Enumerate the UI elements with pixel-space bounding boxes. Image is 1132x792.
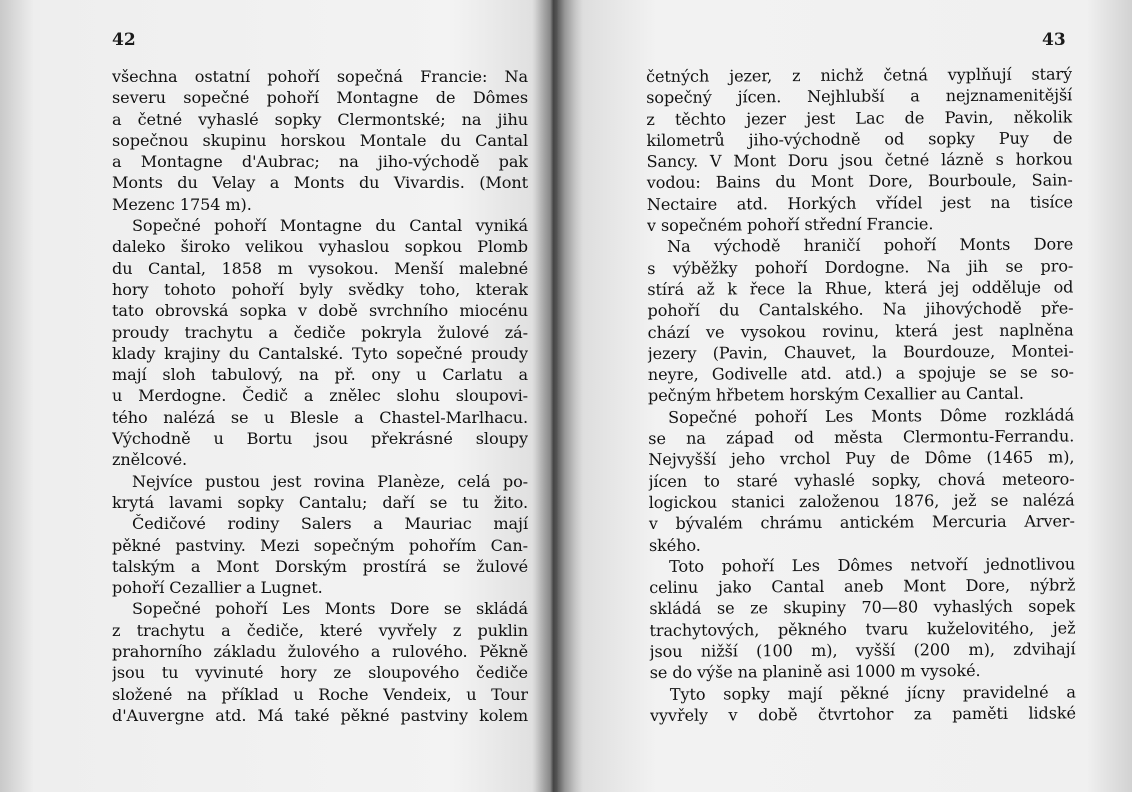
text-line: v bývalém chrámu antickém Mercuria Arver-	[648, 511, 1075, 534]
text-line: Sopečné pohoří Les Monts Dore se skládá	[132, 599, 528, 619]
left-page-text	[112, 66, 528, 726]
text-line: Čedičové rodiny Salers a Mauriac mají	[132, 514, 528, 534]
text-line: se do výše na planině asi 1000 m vysoké.	[649, 661, 981, 683]
text-line: Monts du Velay a Monts du Vivardis. (Mont	[112, 173, 528, 193]
text-line: du Cantal, 1858 m vysokou. Menší malebné	[112, 258, 528, 278]
text-line: chází ve vysokou rovinu, která jest naplněna	[647, 319, 1074, 342]
text-line: trachytových, pěkného tvaru kuželovitého, jež	[649, 618, 1076, 640]
page-number-left: 42	[112, 30, 136, 50]
text-line: prahorního základu žulového a rulového. Pěkně	[112, 642, 528, 662]
text-line: Východně u Bortu jsou překrásné sloupy	[112, 429, 528, 449]
text-line: jsou tu vyvinuté hory ze sloupového čediče	[112, 663, 528, 683]
text-line: Sopečné pohoří Montagne du Cantal vyniká	[132, 216, 528, 236]
text-line: sopečný jícen. Nejhlubší a nejznamenitější	[646, 85, 1073, 108]
text-line: hory tohoto pohoří byly svědky toho, kterak	[112, 279, 528, 299]
text-line: s výběžky pohoří Dordogne. Na jih se pro-	[647, 256, 1074, 278]
text-line: logickou stanici založenou 1876, jež se nalézá	[648, 490, 1075, 512]
text-line: tého nalézá se u Blesle a Chastel-Marlhacu.	[112, 407, 528, 427]
text-line: proudy trachytu a čediče pokryla žulové zá-	[112, 322, 528, 342]
left-page	[0, 0, 555, 792]
text-line: z trachytu a čediče, které vyvřely z puklin	[112, 620, 528, 640]
text-line: neyre, Godivelle atd. atd.) a spojuje se se so-	[647, 362, 1074, 385]
right-page	[560, 0, 1132, 792]
text-line: jsou nižší (100 m), vyšší (200 m), zdvihají	[649, 639, 1076, 662]
text-line: všechna ostatní pohoří sopečná Francie: Na	[112, 67, 528, 86]
text-line: pěkné pastviny. Mezi sopečným pohořím Can-	[112, 535, 528, 555]
text-line: složené na příklad u Roche Vendeix, u Tour	[112, 684, 528, 704]
text-line: krytá lavami sopky Cantalu; daří se tu žito.	[112, 492, 528, 512]
text-line: jezery (Pavin, Chauvet, la Bourdouze, Montei-	[647, 341, 1074, 363]
text-line: se na západ od města Clermontu-Ferrandu.	[648, 426, 1075, 449]
text-line: daleko široko velikou vyhaslou sopkou Plomb	[112, 237, 528, 257]
text-line: a četné vyhaslé sopky Clermontské; na jihu	[112, 109, 528, 129]
text-line: znělcové.	[112, 450, 188, 470]
text-line: Toto pohoří Les Dômes netvoří jednotlivou	[668, 554, 1076, 576]
page-number-right: 43	[1042, 30, 1066, 50]
text-line: z těchto jezer jest Lac de Pavin, několik	[646, 106, 1073, 129]
text-line: ského.	[648, 535, 701, 555]
text-line: kilometrů jiho-východně od sopky Puy de	[646, 128, 1073, 150]
text-line: Nejvyšší jeho vrchol Puy de Dôme (1465 m),	[648, 447, 1075, 470]
text-line: vyvřely v době čtvrtohor za paměti lidské	[649, 703, 1077, 725]
text-line: mají sloh tabulový, na př. ony u Carlatu a	[112, 365, 528, 385]
text-line: klady krajiny du Cantalské. Tyto sopečné proudy	[112, 343, 528, 363]
text-line: Sancy. V Mont Doru jsou četné lázně s horkou	[646, 149, 1073, 172]
text-line: celinu jako Cantal aneb Mont Dore, nýbrž	[649, 575, 1076, 598]
text-line: Na východě hraničí pohoří Monts Dore	[667, 234, 1074, 257]
text-line: pohoří du Cantalského. Na jihovýchodě pře-	[647, 298, 1074, 321]
text-line: četných jezer, z nichž četná vyplňují starý	[646, 64, 1073, 86]
text-line: pečným hřbetem horským Cexallier au Cantal.	[647, 384, 1024, 406]
text-line: d'Auvergne atd. Má také pěkné pastviny kolem	[112, 705, 528, 725]
text-line: severu sopečné pohoří Montagne de Dômes	[112, 88, 528, 108]
text-line: u Merdogne. Čedič a znělec slohu sloupovi-	[112, 386, 528, 406]
text-line: Sopečné pohoří Les Monts Dôme rozkládá	[668, 405, 1075, 427]
text-line: a Montagne d'Aubrac; na jiho-východě pak	[112, 152, 528, 172]
text-line: Nectaire atd. Horkých vřídel jest na tisíce	[646, 192, 1073, 214]
text-line: sopečnou skupinu horskou Montale du Cantal	[112, 130, 528, 150]
text-line: jícen to staré vyhaslé sopky, chová meteoro-	[648, 469, 1075, 491]
text-line: stírá až k řece la Rhue, která jej odděluje od	[647, 277, 1074, 299]
text-line: skládá se ze skupiny 70—80 vyhaslých sopek	[649, 596, 1076, 619]
text-line: talským a Mont Dorským prostírá se žulové	[112, 556, 528, 576]
text-line: vodou: Bains du Mont Dore, Bourboule, Sain-	[646, 170, 1073, 193]
text-line: Tyto sopky mají pěkné jícny pravidelné a	[669, 681, 1076, 704]
text-line: Mezenc 1754 m).	[112, 194, 252, 214]
text-line: v sopečném pohoří střední Francie.	[646, 214, 934, 236]
text-line: tato obrovská sopka v době svrchního miocénu	[112, 301, 528, 321]
right-page-text	[646, 63, 1076, 726]
text-line: pohoří Cezallier a Lugnet.	[112, 578, 323, 598]
text-line: Nejvíce pustou jest rovina Planèze, celá po-	[132, 471, 528, 491]
